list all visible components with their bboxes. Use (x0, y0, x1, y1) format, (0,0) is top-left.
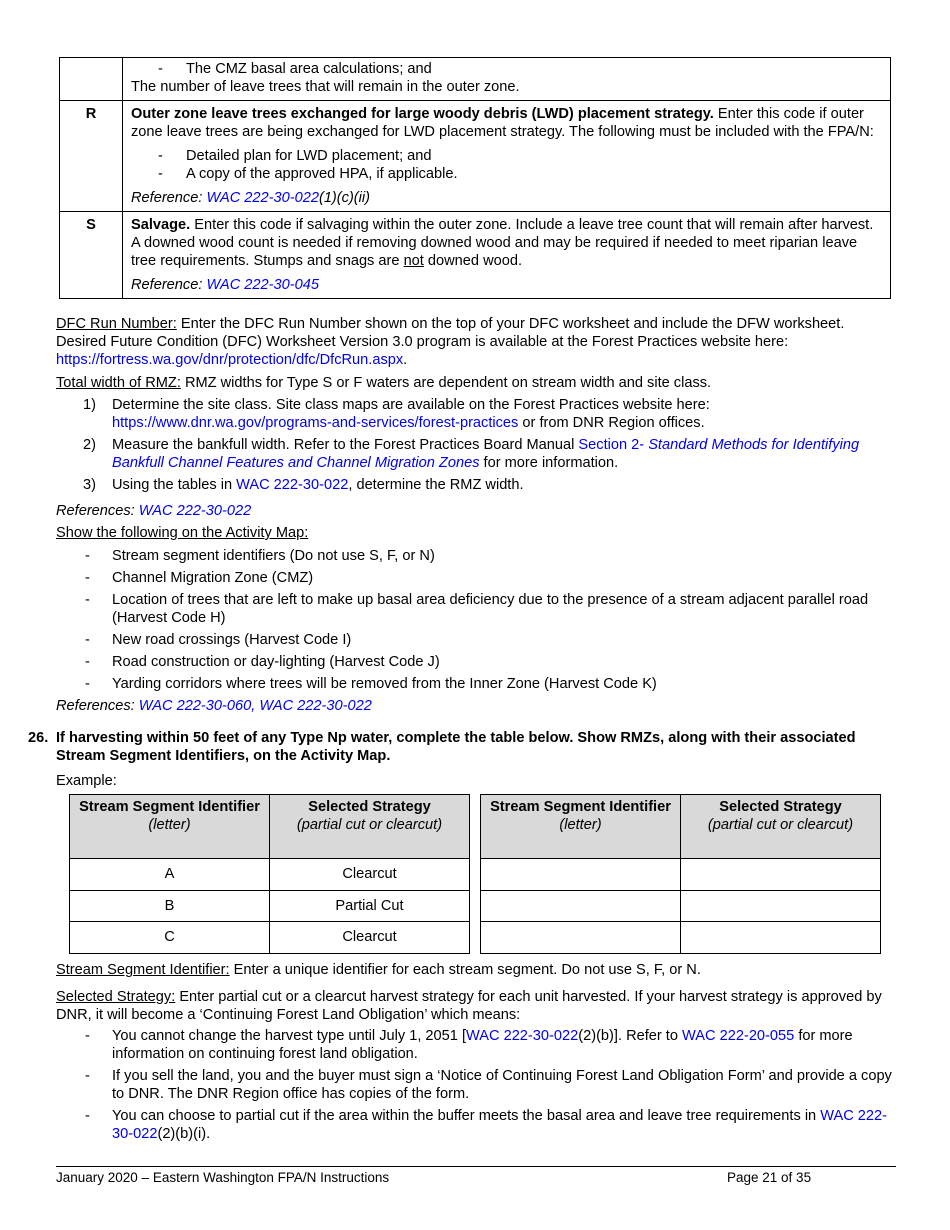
wac-link[interactable]: WAC 222-30-022 (138, 503, 252, 519)
step-number: 3) (83, 477, 96, 493)
code-cell (60, 58, 123, 101)
dfc-label: DFC Run Number: (56, 316, 177, 332)
step-text-end: or from DNR Region offices. (518, 415, 705, 431)
list-item (56, 1107, 896, 1143)
link-text: Section 2- (578, 437, 649, 453)
reference-line (56, 697, 896, 715)
list-item: - The CMZ basal area calculations; and (131, 60, 882, 78)
column-header-segment (70, 795, 270, 859)
strategy-input-cell[interactable] (681, 922, 881, 954)
wac-link[interactable]: WAC 222-30-022 (236, 477, 349, 493)
header-title: Selected Strategy (308, 799, 431, 815)
table-row (481, 922, 881, 954)
wac-link[interactable]: WAC 222-30-060, WAC 222-30-022 (138, 698, 372, 714)
bullet-text: for more information on continuing forest land obligation. (112, 1028, 853, 1062)
dfc-text: Enter the DFC Run Number shown on the top of your DFC worksheet and include the DFW worksheet. Desired Future Condition (DFC) Worksheet Version 3.0 program is available at the Forest Practices website here: (56, 316, 845, 350)
question-number: 26. (28, 730, 49, 746)
code-description: Enter this code if outer zone leave trees are being exchanged for LWD placement strategy. The following must be included with the FPA/N: (131, 106, 874, 140)
step-number: 2) (83, 437, 96, 453)
list-item: - Detailed plan for LWD placement; and (131, 147, 882, 165)
segment-input-cell[interactable] (481, 922, 681, 954)
list-item: - Road construction or day-lighting (Harvest Code J) (56, 653, 896, 671)
segment-cell: A (70, 859, 270, 891)
reference-line (56, 502, 896, 520)
reference-suffix: (1)(c)(ii) (318, 190, 371, 206)
example-strategy-table (69, 794, 470, 954)
list-item (56, 436, 896, 472)
segment-cell: C (70, 922, 270, 954)
list-item (56, 396, 896, 432)
dfc-end: . (403, 352, 408, 368)
code-description: Enter this code if salvaging within the outer zone. Include a leave tree count that will remain after harvest. A downed wood count is needed if removing downed wood and may be required if needed to meet riparian leave tree requirements. Stumps and snags are (131, 217, 874, 269)
header-subtitle: (partial cut or clearcut) (707, 817, 854, 833)
footer-title: January 2020 – Eastern Washington FPA/N Instructions (56, 1170, 390, 1185)
header-subtitle: (partial cut or clearcut) (296, 817, 443, 833)
reference-label: Reference: (131, 190, 207, 206)
step-text: Determine the site class. Site class maps are available on the Forest Practices website here: (112, 397, 710, 413)
reference-line (131, 189, 882, 207)
reference-label: Reference: (131, 277, 207, 293)
ssi-label: Stream Segment Identifier: (56, 962, 230, 978)
dfc-paragraph (56, 315, 896, 369)
bullet-text: You can choose to partial cut if the area within the buffer meets the basal area and leave tree requirements in (112, 1108, 821, 1124)
strategy-input-cell[interactable] (681, 890, 881, 922)
table-row (481, 859, 881, 891)
step-text-end: for more information. (479, 455, 619, 471)
link-text-italic: Standard Methods for Identifying Bankfull Channel Features and Channel Migration Zones (112, 437, 860, 471)
list-item (56, 476, 896, 494)
step-text-end: , determine the RMZ width. (348, 477, 524, 493)
description-cell (123, 212, 891, 299)
ss-paragraph (56, 988, 896, 1024)
segment-input-cell[interactable] (481, 890, 681, 922)
ssi-paragraph (56, 961, 896, 979)
dfc-link[interactable]: https://fortress.wa.gov/dnr/protection/dfc/DfcRun.aspx (56, 352, 404, 368)
wac-link[interactable]: WAC 222-20-055 (682, 1028, 795, 1044)
description-cell (123, 58, 891, 101)
code-cell: R (60, 101, 123, 212)
list-item: - If you sell the land, you and the buyer must sign a ‘Notice of Continuing Forest Land Obligation Form’ and provide a copy to DNR. The DNR Region office has copies of the form. (56, 1067, 896, 1103)
segment-input-cell[interactable] (481, 859, 681, 891)
list-item: - Location of trees that are left to make up basal area deficiency due to the presence of a stream adjacent parallel road (Harvest Code H) (56, 591, 896, 627)
harvest-codes-table (59, 57, 891, 299)
page-number: Page 21 of 35 (727, 1170, 812, 1185)
row-text: The number of leave trees that will remain in the outer zone. (131, 79, 520, 95)
table-header-row (481, 795, 881, 859)
list-item: - A copy of the approved HPA, if applicable. (131, 165, 882, 183)
step-text: Measure the bankfull width. Refer to the Forest Practices Board Manual (112, 437, 579, 453)
bullet-text: (2)(b)(i). (157, 1126, 211, 1142)
bullet-text: You cannot change the harvest type until July 1, 2051 [ (112, 1028, 467, 1044)
code-title: Salvage. (131, 217, 191, 233)
code-title: Outer zone leave trees exchanged for large woody debris (LWD) placement strategy. (131, 106, 714, 122)
rmz-text: RMZ widths for Type S or F waters are dependent on stream width and site class. (180, 375, 712, 391)
strategy-cell: Clearcut (270, 859, 470, 891)
list-item: - Stream segment identifiers (Do not use S, F, or N) (56, 547, 896, 565)
ss-text: Enter partial cut or a clearcut harvest strategy for each unit harvested. If your harvest strategy is approved by DNR, it will become a ‘Continuing Forest Land Obligation’ which means: (56, 989, 882, 1023)
header-title: Selected Strategy (719, 799, 842, 815)
rmz-label: Total width of RMZ: (56, 375, 181, 391)
header-title: Stream Segment Identifier (490, 799, 671, 815)
table-header-row (70, 795, 470, 859)
description-cell (123, 101, 891, 212)
ssi-text: Enter a unique identifier for each stream segment. Do not use S, F, or N. (229, 962, 701, 978)
activity-map-heading: Show the following on the Activity Map: (56, 525, 309, 541)
bullet-text: (2)(b)]. Refer to (578, 1028, 683, 1044)
definitions-section (56, 961, 896, 1143)
question-26 (28, 729, 888, 765)
strategy-cell: Clearcut (270, 922, 470, 954)
row-text (131, 216, 882, 270)
column-header-strategy (270, 795, 470, 859)
question-text: If harvesting within 50 feet of any Type Np water, complete the table below. Show RMZs, along with their associated Stream Segment Identifiers, on the Activity Map. (56, 730, 856, 764)
forest-practices-link[interactable]: https://www.dnr.wa.gov/programs-and-services/forest-practices (112, 415, 519, 431)
list-item: - New road crossings (Harvest Code I) (56, 631, 896, 649)
reference-label: References: (56, 698, 139, 714)
table-row (70, 859, 470, 891)
column-header-segment (481, 795, 681, 859)
table-row (70, 890, 470, 922)
code-cell: S (60, 212, 123, 299)
code-description-end: downed wood. (423, 253, 523, 269)
list-item: - Channel Migration Zone (CMZ) (56, 569, 896, 587)
footer-divider (56, 1166, 896, 1167)
reference-line (131, 276, 882, 294)
rmz-paragraph (56, 374, 896, 392)
emphasis-not: not (403, 253, 424, 269)
column-header-strategy (681, 795, 881, 859)
strategy-cell: Partial Cut (270, 890, 470, 922)
list-item (56, 1027, 896, 1063)
example-label: Example: (56, 773, 117, 789)
table-row (481, 890, 881, 922)
table-row (60, 212, 891, 299)
table-row (70, 922, 470, 954)
instructions-body (56, 315, 896, 715)
header-subtitle: (letter) (148, 817, 191, 833)
wac-link[interactable]: WAC 222-30-022 (466, 1028, 579, 1044)
table-row (60, 58, 891, 101)
ss-label: Selected Strategy: (56, 989, 176, 1005)
table-row (60, 101, 891, 212)
header-subtitle: (letter) (559, 817, 602, 833)
step-text: Using the tables in (112, 477, 237, 493)
strategy-input-cell[interactable] (681, 859, 881, 891)
wac-link[interactable]: WAC 222-30-045 (206, 277, 319, 293)
segment-cell: B (70, 890, 270, 922)
wac-link[interactable]: WAC 222-30-022 (206, 190, 319, 206)
row-text (131, 105, 882, 141)
list-item: - Yarding corridors where trees will be removed from the Inner Zone (Harvest Code K) (56, 675, 896, 693)
header-title: Stream Segment Identifier (79, 799, 260, 815)
blank-strategy-table (480, 794, 881, 954)
reference-label: References: (56, 503, 139, 519)
step-number: 1) (83, 397, 96, 413)
wac-link[interactable]: WAC 222-30-022 (112, 1108, 888, 1142)
